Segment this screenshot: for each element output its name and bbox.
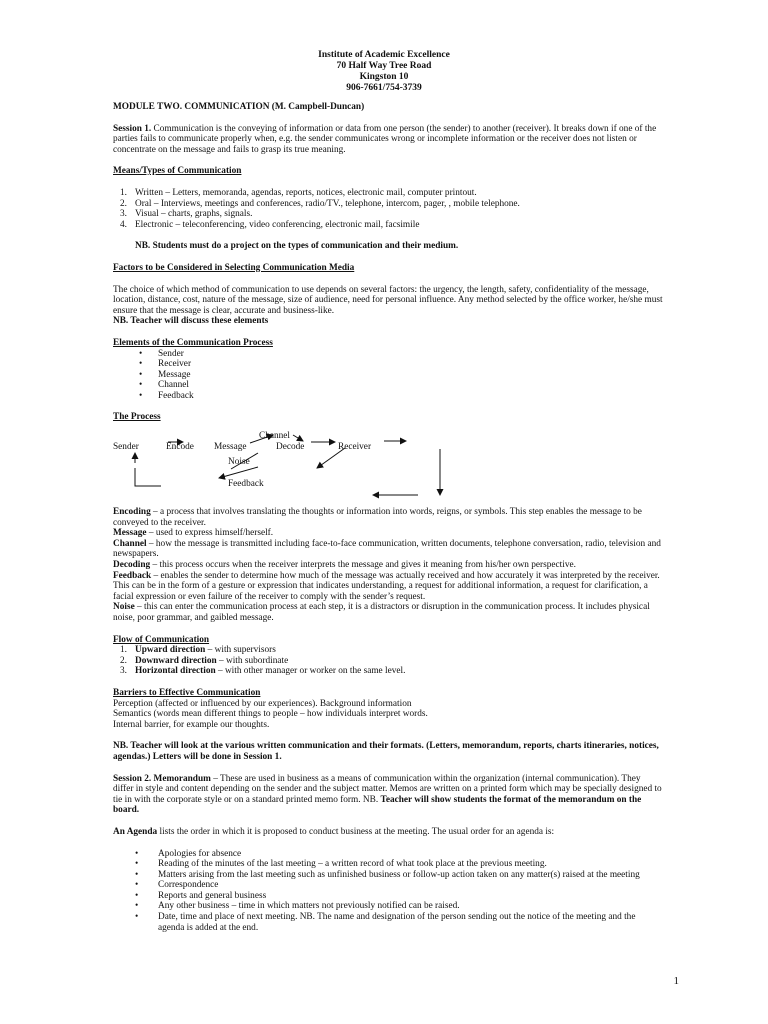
process-heading: The Process bbox=[113, 412, 161, 423]
list-item: • Date, time and place of next meeting. NB. The name and designation of the person sending out the notice of the meeting and the agenda is added at the end. bbox=[135, 912, 636, 933]
barriers-line: Perception (affected or influenced by our experiences). Background information bbox=[113, 698, 412, 709]
nb-letters: NB. Teacher will look at the various written communication and their formats. (Letters, memorandum, reports, charts itineraries, notices, agendas.) Letters will be done in Session 1. bbox=[113, 741, 659, 762]
session2-label: Session 2. Memorandum bbox=[113, 773, 211, 784]
process-arrows bbox=[113, 431, 663, 507]
diagram-encode-label: Encode bbox=[166, 442, 194, 453]
institute-header bbox=[0, 50, 768, 94]
diagram-channel-label: Channel bbox=[259, 431, 290, 442]
diagram-message-label: Message bbox=[214, 442, 247, 453]
communication-process-diagram bbox=[113, 431, 663, 507]
session1-paragraph: Session 1. Communication is the conveying of information or data from one person (the sender) to another (receiver). It breaks down if one of the parties fails to communicate properly when, e.g. the sender communicates wrong or incomplete information or the receiver does not listen or concentrate on the message and fails to grasp its true meaning. bbox=[113, 123, 657, 155]
agenda-list bbox=[113, 849, 663, 934]
factors-paragraph: The choice of which method of communication to use depends on several factors: the urgency, the length, safety, confidentiality of the message, location, distance, cost, nature of the message, size of audience, need for personal influence. Any method selected by the office worker, he/she must ensure that the message is clear, accurate and business-like. bbox=[113, 284, 663, 316]
diagram-noise-label: Noise bbox=[228, 457, 250, 468]
factors-heading: Factors to be Considered in Selecting Communication Media bbox=[113, 262, 355, 273]
list-item: • Sender bbox=[139, 348, 184, 359]
module-title: MODULE TWO. COMMUNICATION (M. Campbell-Duncan) bbox=[113, 102, 365, 112]
definition-message: Message – used to express himself/herself. bbox=[113, 528, 274, 539]
list-item: 1. Upward direction – with supervisors bbox=[120, 645, 276, 656]
session1-label: Session 1. bbox=[113, 123, 152, 134]
arrow-channel-decode bbox=[293, 435, 303, 441]
means-heading: Means/Types of Communication bbox=[113, 166, 242, 177]
agenda-label: An Agenda bbox=[113, 826, 158, 837]
definitions bbox=[113, 507, 663, 624]
institute-name: Institute of Academic Excellence bbox=[318, 50, 450, 60]
barriers-line: Internal barrier, for example our thoughts. bbox=[113, 719, 270, 730]
diagram-sender-label: Sender bbox=[113, 442, 139, 453]
list-item: 1. Written – Letters, memoranda, agendas, reports, notices, electronic mail, computer printout. bbox=[120, 187, 477, 198]
definition-decoding: Decoding – this process occurs when the receiver interprets the message and gives it meaning from his/her own perspective. bbox=[113, 560, 576, 571]
definition-encoding: Encoding – a process that involves translating the thoughts or information into words, reigns, or symbols. This step enables the message to be conveyed to the receiver. bbox=[113, 507, 642, 528]
definition-feedback: Feedback – enables the sender to determine how much of the message was actually received and how accurately it was interpreted by the receiver. This can be in the form of a gesture or expression that indicates understanding, a request for additional information, a request for clarification, a facial expression or even failure of the receiver to comply with the sender’s request. bbox=[113, 570, 660, 602]
diagram-decode-label: Decode bbox=[276, 442, 305, 453]
means-nb: NB. Students must do a project on the types of communication and their medium. bbox=[135, 241, 459, 252]
list-item: • Receiver bbox=[139, 359, 192, 370]
elements-list bbox=[113, 349, 663, 402]
list-item: 2. Oral – Interviews, meetings and conferences, radio/TV., telephone, intercom, pager, , mobile telephone. bbox=[120, 198, 520, 209]
arrow-noise-feedback bbox=[219, 467, 258, 478]
list-item: • Message bbox=[139, 369, 191, 380]
list-item: • Correspondence bbox=[135, 880, 219, 891]
list-item: • Channel bbox=[139, 380, 189, 391]
diagram-feedback-label: Feedback bbox=[228, 479, 264, 490]
definition-channel: Channel – how the message is transmitted including face-to-face communication, written documents, telephone conversation, radio, television and newspapers. bbox=[113, 538, 661, 560]
list-item: • Feedback bbox=[139, 390, 194, 401]
barriers-heading: Barriers to Effective Communication bbox=[113, 687, 261, 698]
means-list bbox=[113, 188, 663, 230]
session2-paragraph: Session 2. Memorandum – These are used in business as a means of communication within the organization (internal communication). They differ in style and content depending on the sender and the subject matter. Memos are written on a printed form which may be specially designed to tie in with the corporate style or on a standard printed memo form. NB. Teacher will show students the format of the memorandum on the board. bbox=[113, 773, 662, 816]
flow-list bbox=[113, 645, 663, 677]
flow-heading: Flow of Communication bbox=[113, 634, 210, 645]
feedback-return-line bbox=[135, 468, 161, 486]
barriers-line: Semantics (words mean different things to people – how individuals interpret words. bbox=[113, 709, 428, 720]
list-item: 2. Downward direction – with subordinate bbox=[120, 655, 289, 666]
list-item: • Any other business – time in which matters not previously notified can be raised. bbox=[135, 901, 460, 912]
city-line: Kingston 10 bbox=[359, 72, 409, 82]
list-item: • Apologies for absence bbox=[135, 848, 242, 859]
list-item: 3. Visual – charts, graphs, signals. bbox=[120, 209, 253, 220]
elements-heading: Elements of the Communication Process bbox=[113, 337, 273, 348]
list-item: 4. Electronic – teleconferencing, video conferencing, electronic mail, facsimile bbox=[120, 219, 420, 230]
definition-noise: Noise – this can enter the communication process at each step, it is a distractors or disruption in the communication process. It includes physical noise, poor grammar, and gaibled message. bbox=[113, 602, 650, 623]
address-line: 70 Half Way Tree Road bbox=[336, 61, 432, 71]
list-item: • Reading of the minutes of the last meeting – a written record of what took place at the previous meeting. bbox=[135, 859, 547, 870]
list-item: • Matters arising from the last meeting such as unfinished business or follow-up action taken on any matter(s) raised at the meeting bbox=[135, 869, 640, 880]
list-item: 3. Horizontal direction – with other manager or worker on the same level. bbox=[120, 666, 406, 677]
phone-line: 906-7661/754-3739 bbox=[346, 83, 422, 93]
list-item: • Reports and general business bbox=[135, 890, 267, 901]
factors-nb: NB. Teacher will discuss these elements bbox=[113, 316, 269, 327]
diagram-receiver-label: Receiver bbox=[338, 442, 372, 453]
page-number: 1 bbox=[673, 975, 679, 987]
document-body bbox=[113, 102, 663, 933]
agenda-paragraph: An Agenda lists the order in which it is proposed to conduct business at the meeting. The usual order for an agenda is: bbox=[113, 826, 555, 837]
